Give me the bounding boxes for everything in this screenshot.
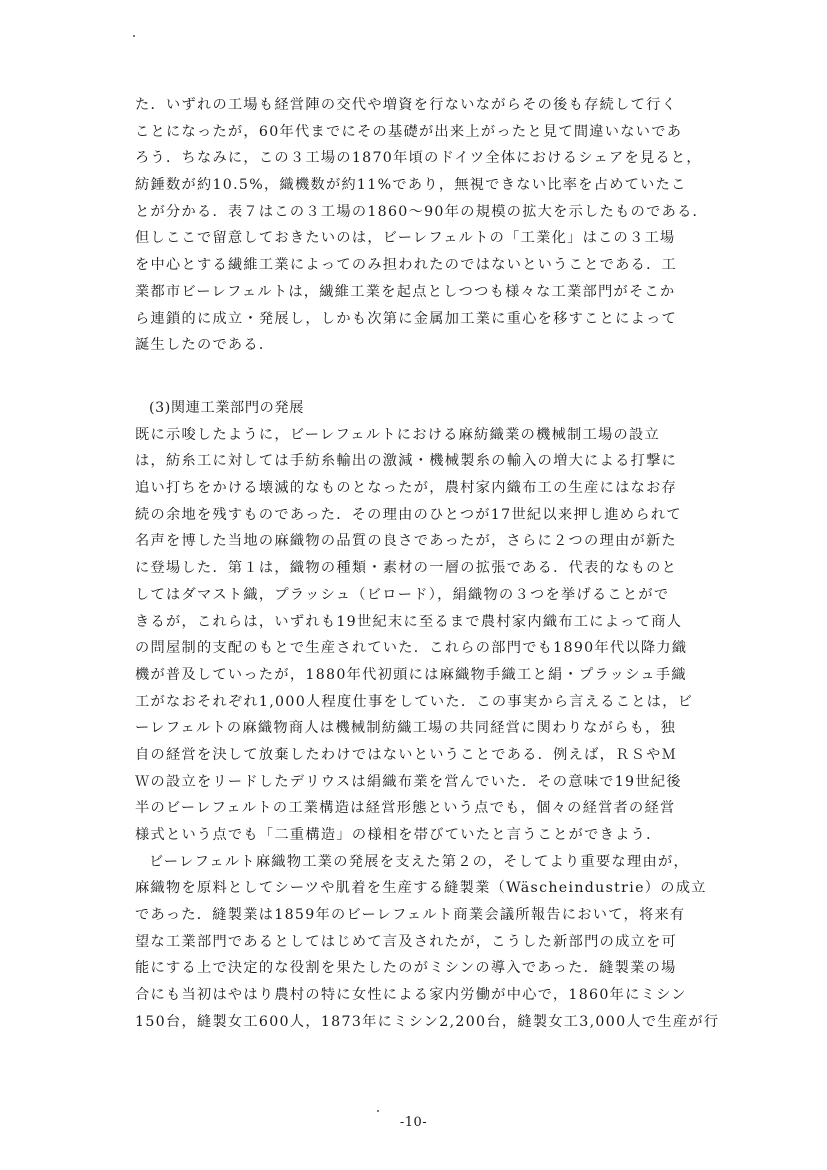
text-line: してはダマスト織，プラッシュ（ビロード），絹織物の３つを挙げることがで <box>135 586 670 603</box>
text-line: は，紡糸工に対しては手紡糸輸出の激減・機械製糸の輸入の増大による打撃に <box>135 453 678 470</box>
text-line: 誕生したのである． <box>135 337 275 354</box>
text-line: ら連鎖的に成立・発展し，しかも次第に金属加工業に重心を移すことによって <box>135 310 678 327</box>
text-line: 望な工業部門であるとしてはじめて言及されたが，こうした新部門の成立を可 <box>135 933 678 950</box>
text-line: 紡錘数が約10.5%，織機数が約11%であり，無視できない比率を占めていたこ <box>135 177 687 194</box>
text-line: ことになったが，60年代までにその基礎が出来上がったと見て間違いないであ <box>135 123 683 140</box>
text-line: であった．縫製業は1859年のビーレフェルト商業会議所報告において，将来有 <box>135 907 686 924</box>
text-line: 能にする上で決定的な役割を果たしたのがミシンの導入であった．縫製業の場 <box>135 960 677 977</box>
text-line: 工がなおそれぞれ1,000人程度仕事をしていた．この事実から言えることは，ビ <box>135 693 694 710</box>
text-line: 業都市ビーレフェルトは，繊維工業を起点としつつも様々な工業部門がそこか <box>135 283 676 300</box>
paragraph-continuation <box>135 92 735 359</box>
text-line: を中心とする繊維工業によってのみ担われたのではないということである．工 <box>135 257 678 274</box>
section-related-industries <box>135 395 735 1036</box>
scan-speck <box>133 35 135 37</box>
text-line: 既に示唆したように，ビーレフェルトにおける麻紡織業の機械制工場の設立 <box>135 426 661 443</box>
text-line: Ｗの設立をリードしたデリウスは絹織布業を営んでいた．その意味で19世紀後 <box>135 773 682 790</box>
scan-speck <box>377 1110 379 1112</box>
text-line: きるが，これらは，いずれも19世紀末に至るまで農村家内織布工によって商人 <box>135 613 683 630</box>
page-number: -10- <box>399 1115 428 1130</box>
section-heading: (3)関連工業部門の発展 <box>149 400 304 416</box>
text-line: 機が普及していったが，1880年代初頭には麻織物手織工と絹・プラッシュ手織 <box>135 666 687 683</box>
text-line: 麻織物を原料としてシーツや肌着を生産する縫製業（Wäscheindustrie）の成立 <box>135 880 707 897</box>
text-line: 続の余地を残すものであった．その理由のひとつが17世紀以来押し進められて <box>135 506 682 523</box>
text-line: 半のビーレフェルトの工業構造は経営形態という点でも，個々の経営者の経営 <box>135 800 676 817</box>
text-line: に登場した．第１は，織物の種類・素材の一層の拡張である．代表的なものと <box>135 560 678 577</box>
text-line: 追い打ちをかける壊滅的なものとなったが，農村家内織布工の生産にはなお存 <box>135 480 678 497</box>
text-line: 但しここで留意しておきたいのは，ビーレフェルトの「工業化」はこの３工場 <box>135 230 676 247</box>
text-line: 合にも当初はやはり農村の特に女性による家内労働が中心で，1860年にミシン <box>135 987 687 1004</box>
text-line: ーレフェルトの麻織物商人は機械制紡織工場の共同経営に関わりながらも，独 <box>135 720 677 737</box>
text-line: 様式という点でも「二重構造」の様相を帯びていたと言うことができよう． <box>135 827 662 843</box>
text-line: の問屋制的支配のもとで生産されていた．これらの部門でも1890年代以降力織 <box>135 640 688 657</box>
text-line: 名声を博した当地の麻織物の品質の良さであったが，さらに２つの理由が新た <box>135 533 677 550</box>
text-line: 自の経営を決して放棄したわけではないということである．例えば，ＲＳやＭ <box>135 746 678 763</box>
text-line: とが分かる．表７はこの３工場の1860～90年の規模の拡大を示したものである． <box>135 203 709 220</box>
text-line: 150台，縫製女工600人，1873年にミシン2,200台，縫製女工3,000人で生産が行 <box>135 1013 720 1030</box>
text-line: ビーレフェルト麻織物工業の発展を支えた第２の，そしてより重要な理由が， <box>149 853 689 870</box>
text-line: ろう．ちなみに，この３工場の1870年頃のドイツ全体におけるシェアを見ると， <box>135 150 702 167</box>
text-line: た．いずれの工場も経営陣の交代や増資を行ないながらその後も存続して行く <box>135 97 678 113</box>
